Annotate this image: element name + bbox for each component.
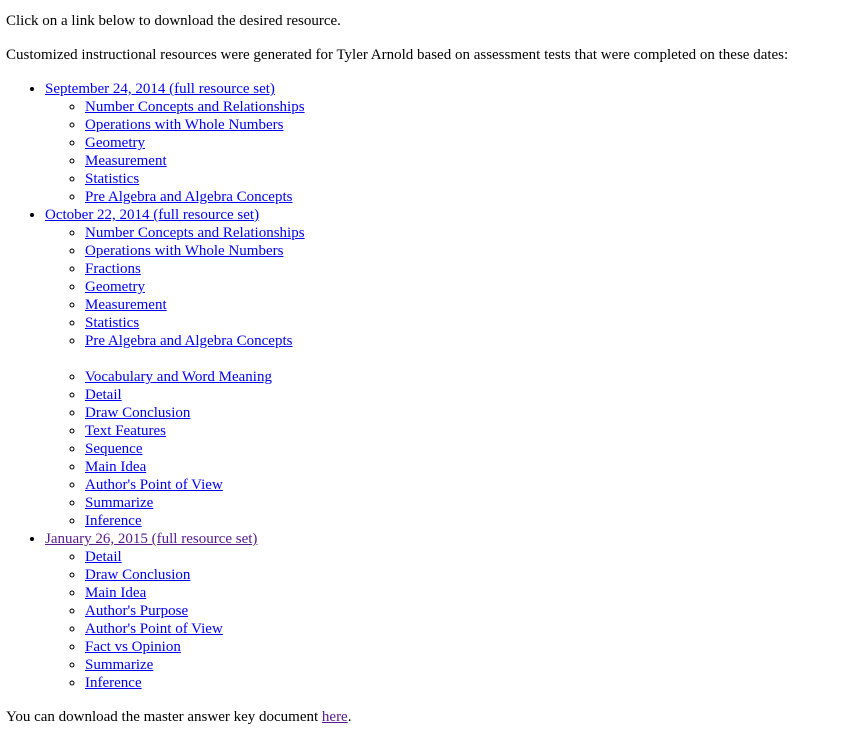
resource-link[interactable]: Operations with Whole Numbers (85, 243, 284, 259)
resource-item (85, 314, 305, 332)
resource-link[interactable]: Main Idea (85, 585, 147, 601)
resource-link[interactable]: Geometry (85, 135, 145, 151)
resource-link[interactable]: Operations with Whole Numbers (85, 117, 284, 133)
resource-item (85, 620, 305, 638)
answer-key-link[interactable]: here (321, 709, 348, 725)
resource-item (85, 188, 305, 206)
resource-item (85, 512, 305, 530)
resource-item (85, 386, 305, 404)
resource-item (85, 260, 305, 278)
resource-link[interactable]: Author's Point of View (85, 477, 223, 493)
resource-link[interactable]: Text Features (85, 423, 167, 439)
resource-link[interactable]: Main Idea (85, 459, 147, 475)
resource-link[interactable]: Detail (85, 549, 122, 565)
resource-item (85, 422, 305, 440)
resource-item (85, 116, 305, 134)
resource-link[interactable]: Measurement (85, 153, 167, 169)
resource-list (45, 224, 305, 530)
resource-item (85, 98, 305, 116)
resource-item (85, 458, 305, 476)
resource-link[interactable]: Vocabulary and Word Meaning (85, 369, 272, 385)
intro-text: Click on a link below to download the desired resource. (6, 13, 341, 29)
assessment-link-oct-2014[interactable]: October 22, 2014 (full resource set) (45, 207, 260, 223)
resource-link[interactable]: Inference (85, 513, 142, 529)
resource-link[interactable]: Detail (85, 387, 122, 403)
resource-item (85, 242, 305, 260)
resource-link[interactable]: Draw Conclusion (85, 567, 191, 583)
resource-link[interactable]: Number Concepts and Relationships (85, 99, 305, 115)
resource-link[interactable]: Statistics (85, 315, 140, 331)
resource-item (85, 566, 305, 584)
resource-list (45, 548, 305, 692)
resource-link[interactable]: Author's Purpose (85, 603, 189, 619)
resource-item (85, 278, 305, 296)
resource-list (45, 98, 305, 206)
resource-link[interactable]: Fractions (85, 261, 141, 277)
resource-item (85, 656, 305, 674)
resource-link[interactable]: Fact vs Opinion (85, 639, 181, 655)
assessment-dates-list (0, 80, 305, 692)
resource-link[interactable]: Draw Conclusion (85, 405, 191, 421)
resource-link[interactable]: Pre Algebra and Algebra Concepts (85, 333, 293, 349)
resource-link[interactable]: Author's Point of View (85, 621, 223, 637)
resource-item (85, 476, 305, 494)
resource-item (85, 224, 305, 242)
resource-item (85, 170, 305, 188)
resource-item (85, 404, 305, 422)
assessment-item (45, 80, 305, 206)
resource-item (85, 494, 305, 512)
resource-link[interactable]: Number Concepts and Relationships (85, 225, 305, 241)
assessment-link-sep-2014[interactable]: September 24, 2014 (full resource set) (45, 81, 275, 97)
resource-item (85, 584, 305, 602)
assessment-note: Customized instructional resources were generated for Tyler Arnold based on assessment tests that were completed on these dates: (6, 47, 789, 63)
resource-item (85, 368, 305, 386)
resource-link[interactable]: Summarize (85, 657, 154, 673)
assessment-item (45, 530, 305, 692)
assessment-item (45, 206, 305, 530)
resource-link[interactable]: Geometry (85, 279, 145, 295)
resource-link[interactable]: Inference (85, 675, 142, 691)
resource-link[interactable]: Measurement (85, 297, 167, 313)
resource-item (85, 548, 305, 566)
assessment-link-jan-2015[interactable]: January 26, 2015 (full resource set) (45, 531, 258, 547)
resource-link[interactable]: Summarize (85, 495, 154, 511)
resource-item (85, 602, 305, 620)
resource-link[interactable]: Statistics (85, 171, 140, 187)
resource-item (85, 638, 305, 656)
resource-item (85, 152, 305, 170)
resource-item (85, 674, 305, 692)
footer-text-before: You can download the master answer key document (6, 709, 322, 725)
resource-item (85, 332, 305, 350)
resource-link[interactable]: Sequence (85, 441, 143, 457)
footer-text (6, 708, 351, 726)
resource-item (85, 134, 305, 152)
resource-link[interactable]: Pre Algebra and Algebra Concepts (85, 189, 293, 205)
list-spacer (85, 350, 305, 368)
resource-item (85, 296, 305, 314)
resource-item (85, 440, 305, 458)
footer-text-after: . (347, 709, 352, 725)
